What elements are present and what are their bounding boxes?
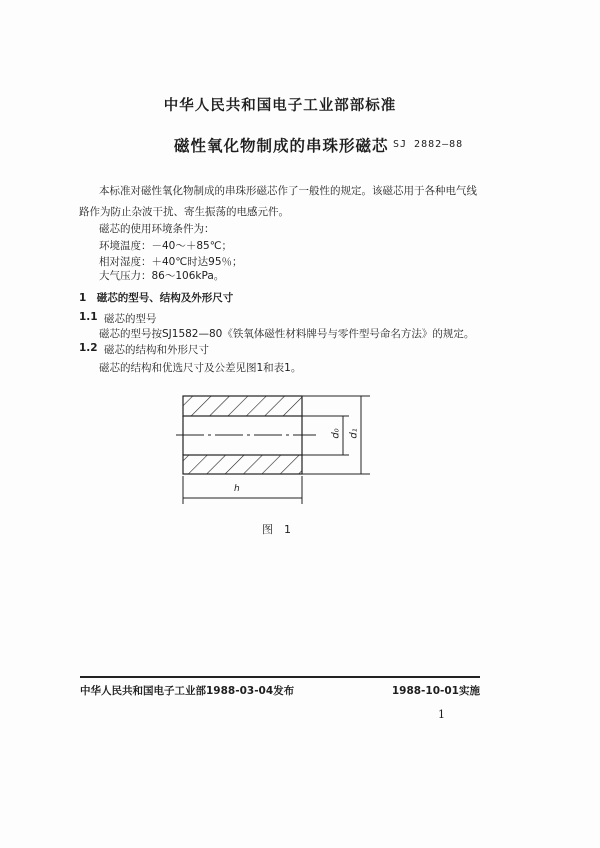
d0-label: d₀ xyxy=(330,428,342,439)
effective-date: 1988-10-01实施 xyxy=(391,685,480,697)
document-title: 磁性氧化物制成的串珠形磁芯 xyxy=(174,137,389,155)
section-1-2-number: 1.2 xyxy=(79,342,98,354)
section-1-2-title: 磁芯的结构和外形尺寸 xyxy=(104,344,209,356)
intro-line-2: 路作为防止杂波干扰、寄生振荡的电感元件。 xyxy=(79,206,289,218)
figure-caption: 图 1 xyxy=(262,523,291,536)
footer-rule xyxy=(80,676,480,678)
bottom-wall-hatch xyxy=(183,455,302,474)
h-label: h xyxy=(234,484,240,494)
issue-date: 中华人民共和国电子工业部1988-03-04发布 xyxy=(80,685,295,697)
page-number: 1 xyxy=(438,708,445,721)
section-1-1-text: 磁芯的型号按SJ1582—80《铁氧体磁性材料牌号与零件型号命名方法》的规定。 xyxy=(99,328,475,340)
env-humidity: 相对湿度：＋40℃时达95％； xyxy=(99,256,243,268)
env-pressure: 大气压力：86～106kPa。 xyxy=(99,270,225,282)
section-1-heading: 1 磁芯的型号、结构及外形尺寸 xyxy=(79,292,234,304)
section-1-1-title: 磁芯的型号 xyxy=(104,313,157,325)
issuing-organization: 中华人民共和国电子工业部部标准 xyxy=(163,98,397,114)
top-wall-hatch xyxy=(183,396,302,416)
d1-label: d₁ xyxy=(348,428,360,439)
env-temperature: 环境温度：－40～＋85℃； xyxy=(99,240,233,252)
intro-line-1: 本标准对磁性氧化物制成的串珠形磁芯作了一般性的规定。该磁芯用于各种电气线 xyxy=(99,185,477,197)
section-1-2-text: 磁芯的结构和优选尺寸及公差见图1和表1。 xyxy=(99,362,302,374)
section-1-1-number: 1.1 xyxy=(79,311,98,323)
standard-code: SJ 2882—88 xyxy=(393,139,464,150)
env-intro: 磁芯的使用环境条件为： xyxy=(99,223,215,235)
